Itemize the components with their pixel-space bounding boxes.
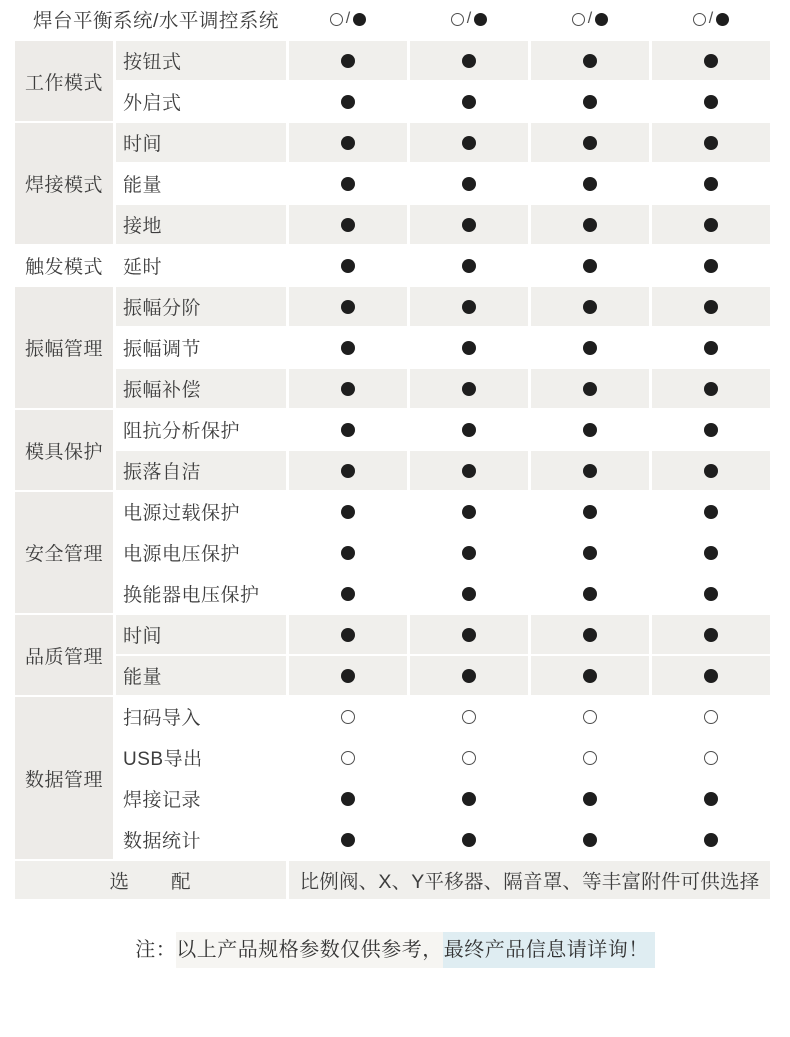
availability-cell: [531, 451, 649, 490]
open-circle-icon: [583, 751, 597, 765]
feature-label: 电源电压保护: [116, 533, 286, 572]
availability-cell: [652, 205, 770, 244]
feature-label: 外启式: [116, 82, 286, 121]
availability-cell: [289, 738, 407, 777]
header-availability-cell: [531, 0, 649, 38]
availability-cell: [410, 123, 528, 162]
feature-label: 延时: [116, 246, 286, 285]
spec-group: [15, 615, 770, 695]
availability-cell: [531, 492, 649, 531]
availability-cell: [289, 164, 407, 203]
feature-label: 振落自洁: [116, 451, 286, 490]
availability-cell: [289, 656, 407, 695]
availability-cell: [410, 779, 528, 818]
filled-dot-icon: [462, 300, 476, 314]
filled-dot-icon: [341, 300, 355, 314]
feature-label: 按钮式: [116, 41, 286, 80]
footnote-highlight: 最终产品信息请详询！: [443, 932, 655, 968]
filled-dot-icon: [462, 259, 476, 273]
filled-dot-icon: [704, 300, 718, 314]
filled-dot-icon: [583, 341, 597, 355]
filled-dot-icon: [704, 669, 718, 683]
filled-dot-icon: [583, 259, 597, 273]
availability-cell: [652, 574, 770, 613]
feature-label: USB导出: [116, 738, 286, 777]
availability-cell: [531, 41, 649, 80]
header-availability-cell: [652, 0, 770, 38]
availability-cell: [410, 451, 528, 490]
availability-cell: [410, 164, 528, 203]
group-label: 振幅管理: [15, 287, 113, 408]
open-circle-icon: [572, 13, 585, 26]
filled-dot-icon: [704, 546, 718, 560]
feature-label: 阻抗分析保护: [116, 410, 286, 449]
filled-dot-icon: [583, 792, 597, 806]
open-circle-icon: [341, 751, 355, 765]
availability-cell: [410, 246, 528, 285]
filled-dot-icon: [341, 546, 355, 560]
filled-dot-icon: [341, 505, 355, 519]
option-row: [15, 861, 770, 899]
availability-cell: [289, 574, 407, 613]
availability-cell: [289, 369, 407, 408]
availability-cell: [652, 41, 770, 80]
filled-dot-icon: [583, 628, 597, 642]
filled-dot-icon: [341, 218, 355, 232]
filled-dot-icon: [462, 464, 476, 478]
header-availability-cell: [410, 0, 528, 38]
filled-dot-icon: [341, 628, 355, 642]
availability-cell: [531, 779, 649, 818]
filled-dot-icon: [583, 669, 597, 683]
open-circle-icon: [341, 710, 355, 724]
slash-separator: /: [587, 10, 593, 27]
availability-cell: [289, 41, 407, 80]
slash-separator: /: [345, 10, 351, 27]
header-row: [15, 0, 770, 38]
footnote-body: 以上产品规格参数仅供参考，: [176, 932, 443, 968]
filled-dot-icon: [462, 833, 476, 847]
filled-dot-icon: [704, 259, 718, 273]
filled-dot-icon: [341, 833, 355, 847]
availability-cell: [531, 574, 649, 613]
filled-dot-icon: [704, 136, 718, 150]
group-label: 工作模式: [15, 41, 113, 121]
group-label: 触发模式: [15, 246, 113, 285]
filled-dot-icon: [704, 177, 718, 191]
availability-cell: [531, 287, 649, 326]
filled-dot-icon: [341, 95, 355, 109]
availability-cell: [652, 410, 770, 449]
availability-cell: [410, 615, 528, 654]
availability-cell: [652, 82, 770, 121]
filled-dot-icon: [341, 669, 355, 683]
open-circle-icon: [451, 13, 464, 26]
availability-cell: [531, 123, 649, 162]
filled-dot-icon: [704, 423, 718, 437]
filled-dot-icon: [462, 54, 476, 68]
feature-label: 数据统计: [116, 820, 286, 859]
filled-dot-icon: [462, 505, 476, 519]
filled-dot-icon: [474, 13, 487, 26]
filled-dot-icon: [704, 587, 718, 601]
availability-cell: [410, 820, 528, 859]
slash-separator: /: [708, 10, 714, 27]
availability-cell: [531, 82, 649, 121]
availability-cell: [410, 369, 528, 408]
availability-cell: [289, 410, 407, 449]
availability-cell: [289, 820, 407, 859]
filled-dot-icon: [704, 218, 718, 232]
spec-group: [15, 697, 770, 859]
feature-label: 换能器电压保护: [116, 574, 286, 613]
availability-cell: [531, 738, 649, 777]
filled-dot-icon: [341, 423, 355, 437]
availability-cell: [652, 615, 770, 654]
filled-dot-icon: [341, 341, 355, 355]
filled-dot-icon: [462, 546, 476, 560]
availability-cell: [531, 820, 649, 859]
availability-cell: [531, 656, 649, 695]
filled-dot-icon: [353, 13, 366, 26]
option-label: 选 配: [15, 861, 286, 899]
open-circle-icon: [583, 710, 597, 724]
filled-dot-icon: [583, 54, 597, 68]
availability-cell: [652, 738, 770, 777]
filled-dot-icon: [341, 177, 355, 191]
availability-cell: [652, 697, 770, 736]
filled-dot-icon: [583, 136, 597, 150]
filled-dot-icon: [704, 95, 718, 109]
availability-cell: [289, 533, 407, 572]
availability-cell: [410, 533, 528, 572]
availability-cell: [410, 492, 528, 531]
filled-dot-icon: [341, 259, 355, 273]
filled-dot-icon: [583, 300, 597, 314]
filled-dot-icon: [341, 792, 355, 806]
open-circle-icon: [704, 751, 718, 765]
spec-table: [15, 0, 770, 899]
filled-dot-icon: [462, 423, 476, 437]
availability-cell: [652, 287, 770, 326]
group-label: 模具保护: [15, 410, 113, 490]
group-label: 安全管理: [15, 492, 113, 613]
feature-label: 接地: [116, 205, 286, 244]
filled-dot-icon: [583, 423, 597, 437]
availability-cell: [410, 656, 528, 695]
filled-dot-icon: [462, 628, 476, 642]
filled-dot-icon: [704, 505, 718, 519]
filled-dot-icon: [583, 382, 597, 396]
availability-cell: [410, 697, 528, 736]
filled-dot-icon: [341, 587, 355, 601]
availability-cell: [531, 410, 649, 449]
availability-cell: [410, 328, 528, 367]
open-circle-icon: [462, 751, 476, 765]
availability-cell: [531, 533, 649, 572]
filled-dot-icon: [462, 382, 476, 396]
spec-groups: [15, 41, 770, 859]
filled-dot-icon: [462, 792, 476, 806]
availability-cell: [289, 205, 407, 244]
spec-group: [15, 287, 770, 408]
group-label: 焊接模式: [15, 123, 113, 244]
spec-group: [15, 410, 770, 490]
availability-cell: [531, 369, 649, 408]
feature-label: 时间: [116, 123, 286, 162]
open-circle-icon: [693, 13, 706, 26]
filled-dot-icon: [595, 13, 608, 26]
open-circle-icon: [462, 710, 476, 724]
availability-cell: [410, 41, 528, 80]
filled-dot-icon: [704, 792, 718, 806]
availability-cell: [652, 656, 770, 695]
filled-dot-icon: [716, 13, 729, 26]
spec-group: [15, 246, 770, 285]
availability-cell: [531, 205, 649, 244]
option-value: 比例阀、X、Y平移器、隔音罩、等丰富附件可供选择: [289, 861, 770, 899]
availability-cell: [652, 369, 770, 408]
availability-cell: [531, 615, 649, 654]
availability-cell: [531, 697, 649, 736]
header-availability-cell: [289, 0, 407, 38]
filled-dot-icon: [583, 833, 597, 847]
availability-cell: [652, 779, 770, 818]
availability-cell: [410, 82, 528, 121]
availability-cell: [289, 615, 407, 654]
availability-cell: [289, 779, 407, 818]
availability-cell: [652, 492, 770, 531]
filled-dot-icon: [462, 669, 476, 683]
availability-cell: [652, 820, 770, 859]
feature-label: 能量: [116, 164, 286, 203]
availability-cell: [289, 328, 407, 367]
availability-cell: [410, 205, 528, 244]
availability-cell: [531, 164, 649, 203]
filled-dot-icon: [583, 95, 597, 109]
filled-dot-icon: [462, 587, 476, 601]
availability-cell: [410, 574, 528, 613]
availability-cell: [410, 738, 528, 777]
filled-dot-icon: [704, 628, 718, 642]
slash-separator: /: [466, 10, 472, 27]
filled-dot-icon: [583, 546, 597, 560]
feature-label: 振幅补偿: [116, 369, 286, 408]
filled-dot-icon: [462, 341, 476, 355]
filled-dot-icon: [704, 341, 718, 355]
filled-dot-icon: [462, 218, 476, 232]
availability-cell: [652, 328, 770, 367]
filled-dot-icon: [583, 177, 597, 191]
open-circle-icon: [330, 13, 343, 26]
feature-label: 能量: [116, 656, 286, 695]
filled-dot-icon: [704, 54, 718, 68]
availability-cell: [289, 123, 407, 162]
availability-cell: [652, 164, 770, 203]
footnote-prefix: 注：: [135, 939, 177, 961]
availability-cell: [531, 246, 649, 285]
availability-cell: [289, 492, 407, 531]
availability-cell: [652, 123, 770, 162]
availability-cell: [410, 410, 528, 449]
availability-cell: [652, 533, 770, 572]
filled-dot-icon: [341, 464, 355, 478]
filled-dot-icon: [341, 54, 355, 68]
feature-label: 振幅调节: [116, 328, 286, 367]
open-circle-icon: [704, 710, 718, 724]
availability-cell: [289, 451, 407, 490]
availability-cell: [289, 697, 407, 736]
filled-dot-icon: [583, 587, 597, 601]
filled-dot-icon: [583, 505, 597, 519]
spec-group: [15, 41, 770, 121]
group-label: 品质管理: [15, 615, 113, 695]
filled-dot-icon: [462, 95, 476, 109]
filled-dot-icon: [583, 464, 597, 478]
filled-dot-icon: [462, 136, 476, 150]
filled-dot-icon: [462, 177, 476, 191]
spec-group: [15, 123, 770, 244]
filled-dot-icon: [704, 833, 718, 847]
availability-cell: [289, 246, 407, 285]
availability-cell: [531, 328, 649, 367]
filled-dot-icon: [704, 464, 718, 478]
feature-label: 振幅分阶: [116, 287, 286, 326]
feature-label: 扫码导入: [116, 697, 286, 736]
feature-label: 时间: [116, 615, 286, 654]
availability-cell: [289, 82, 407, 121]
filled-dot-icon: [583, 218, 597, 232]
availability-cell: [652, 246, 770, 285]
header-feature-label: 焊台平衡系统/水平调控系统: [15, 0, 286, 38]
filled-dot-icon: [341, 382, 355, 396]
filled-dot-icon: [341, 136, 355, 150]
availability-cell: [652, 451, 770, 490]
feature-label: 焊接记录: [116, 779, 286, 818]
group-label: 数据管理: [15, 697, 113, 859]
availability-cell: [410, 287, 528, 326]
filled-dot-icon: [704, 382, 718, 396]
footnote: [0, 932, 790, 968]
spec-group: [15, 492, 770, 613]
feature-label: 电源过载保护: [116, 492, 286, 531]
availability-cell: [289, 287, 407, 326]
